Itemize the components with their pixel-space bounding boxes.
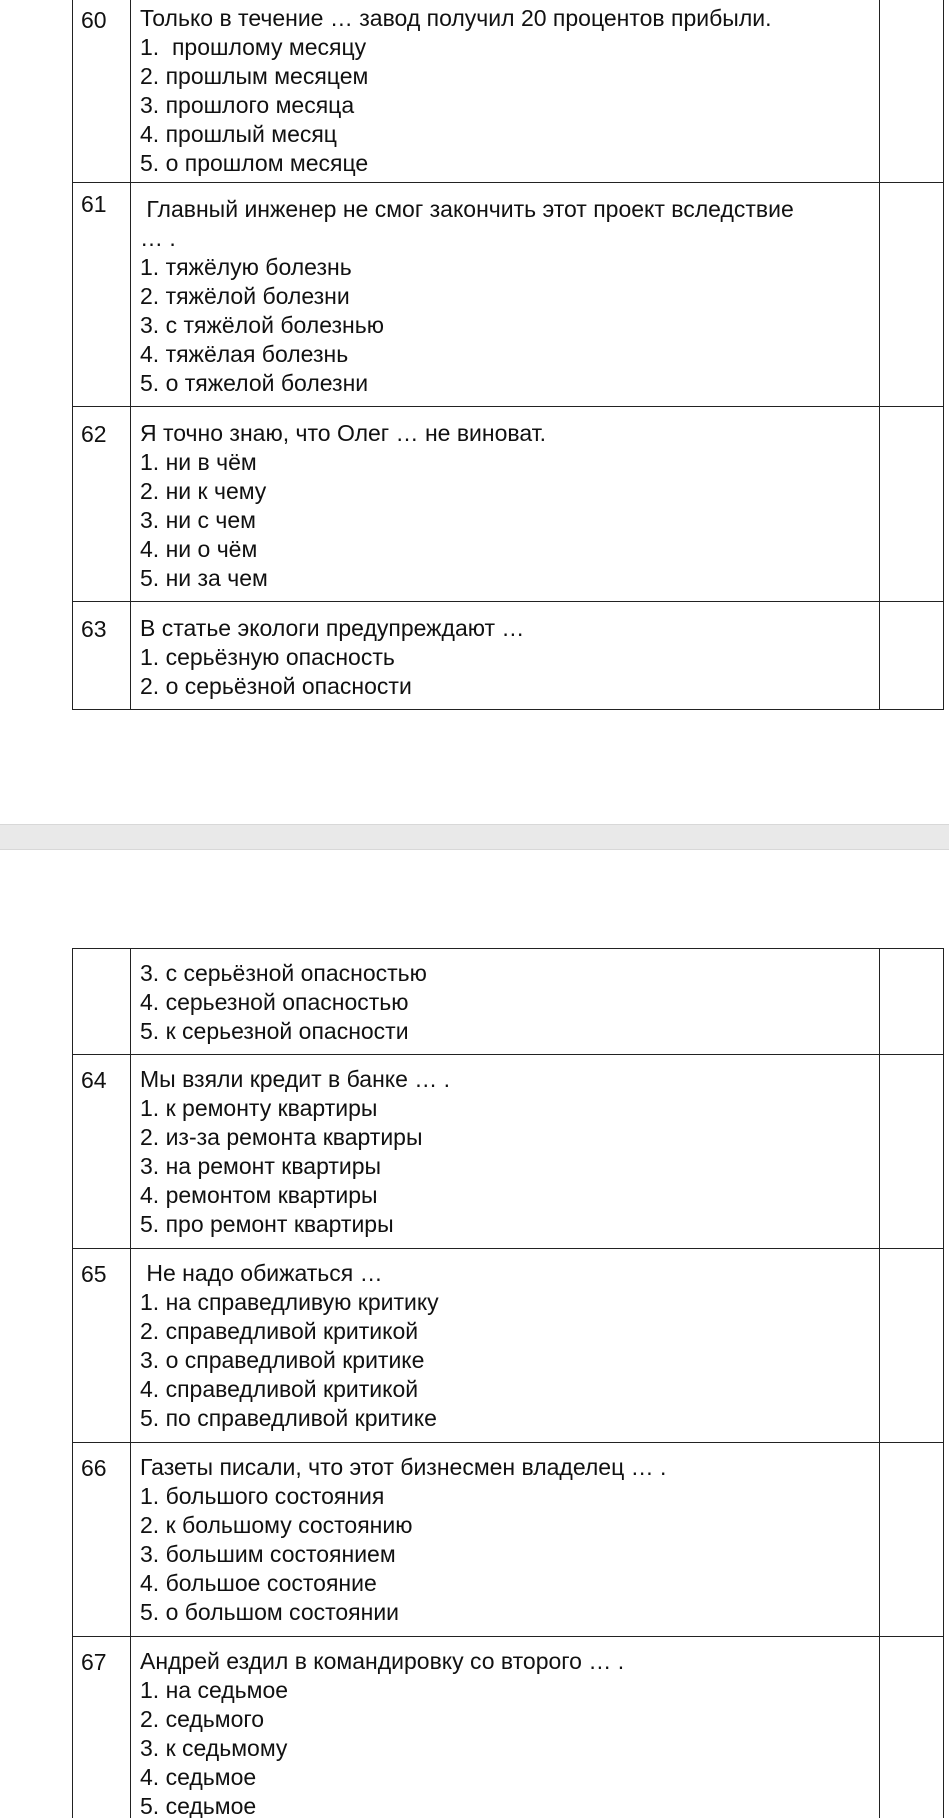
answer-option: 2. справедливой критикой — [140, 1318, 419, 1344]
answer-option: 2. ни к чему — [140, 478, 267, 504]
document-page-2 — [0, 946, 949, 1818]
answer-option: 2. прошлым месяцем — [140, 63, 369, 89]
question-number: 66 — [73, 1443, 131, 1637]
answer-option: 1. к ремонту квартиры — [140, 1095, 378, 1121]
answer-option: 4. седьмое — [140, 1764, 257, 1790]
question-row-62 — [73, 407, 944, 602]
answer-option: 2. из-за ремонта квартиры — [140, 1124, 423, 1150]
question-prompt: Газеты писали, что этот бизнесмен владелец … . — [140, 1454, 667, 1480]
question-number: 63 — [73, 602, 131, 710]
answer-cell — [880, 949, 944, 1055]
answer-option: 2. седьмого — [140, 1706, 265, 1732]
answer-cell — [880, 183, 944, 407]
question-body — [131, 949, 880, 1055]
question-prompt: Не надо обижаться … — [140, 1260, 383, 1286]
answer-option: 1. на справедливую критику — [140, 1289, 439, 1315]
question-row-66 — [73, 1443, 944, 1637]
questions-table-1 — [72, 0, 944, 710]
answer-cell — [880, 0, 944, 183]
answer-option: 5. о большом состоянии — [140, 1599, 400, 1625]
answer-option: 1. тяжёлую болезнь — [140, 254, 352, 280]
question-number-empty — [73, 949, 131, 1055]
answer-option: 5. к серьезной опасности — [140, 1018, 409, 1044]
question-row-63 — [73, 602, 944, 710]
question-prompt: Андрей ездил в командировку со второго … . — [140, 1648, 625, 1674]
page-separator — [0, 824, 949, 946]
question-row-63-continued — [73, 949, 944, 1055]
answer-option: 2. тяжёлой болезни — [140, 283, 350, 309]
answer-option: 3. к седьмому — [140, 1735, 288, 1761]
question-row-60 — [73, 0, 944, 183]
question-prompt: Главный инженер не смог закончить этот проект вследствие — [140, 196, 794, 222]
question-row-61 — [73, 183, 944, 407]
answer-cell — [880, 1249, 944, 1443]
question-row-65 — [73, 1249, 944, 1443]
document-page-1 — [0, 0, 949, 824]
answer-option: 5. о прошлом месяце — [140, 150, 369, 176]
answer-option: 3. ни с чем — [140, 507, 256, 533]
page-break-bar — [0, 824, 949, 850]
question-body — [131, 602, 880, 710]
answer-option: 1. большого состояния — [140, 1483, 385, 1509]
answer-option: 5. о тяжелой болезни — [140, 370, 369, 396]
answer-option: 1. на седьмое — [140, 1677, 289, 1703]
answer-option: 3. прошлого месяца — [140, 92, 355, 118]
question-body — [131, 407, 880, 602]
question-body — [131, 1249, 880, 1443]
answer-option: 1. серьёзную опасность — [140, 644, 395, 670]
answer-option: 3. с тяжёлой болезнью — [140, 312, 384, 338]
question-number: 61 — [73, 183, 131, 407]
answer-option: 4. справедливой критикой — [140, 1376, 419, 1402]
answer-option: 3. с серьёзной опасностью — [140, 960, 427, 986]
question-prompt: Я точно знаю, что Олег … не виноват. — [140, 420, 547, 446]
answer-option: 3. большим состоянием — [140, 1541, 396, 1567]
question-prompt: Мы взяли кредит в банке … . — [140, 1066, 451, 1092]
answer-option: 1. прошлому месяцу — [140, 34, 367, 60]
question-number: 64 — [73, 1055, 131, 1249]
question-body — [131, 1443, 880, 1637]
question-prompt-continued: … . — [140, 225, 176, 251]
answer-option: 5. ни за чем — [140, 565, 268, 591]
question-body — [131, 1637, 880, 1818]
answer-cell — [880, 1443, 944, 1637]
answer-option: 4. тяжёлая болезнь — [140, 341, 349, 367]
question-number: 67 — [73, 1637, 131, 1818]
questions-table-2 — [72, 948, 944, 1818]
answer-option: 5. седьмое — [140, 1793, 257, 1818]
question-body — [131, 1055, 880, 1249]
answer-option: 3. о справедливой критике — [140, 1347, 425, 1373]
answer-option: 3. на ремонт квартиры — [140, 1153, 382, 1179]
question-row-64 — [73, 1055, 944, 1249]
question-prompt: Только в течение … завод получил 20 процентов прибыли. — [140, 5, 772, 31]
answer-option: 4. серьезной опасностью — [140, 989, 409, 1015]
answer-option: 2. о серьёзной опасности — [140, 673, 412, 699]
question-number: 65 — [73, 1249, 131, 1443]
question-number: 60 — [73, 0, 131, 183]
answer-option: 4. прошлый месяц — [140, 121, 337, 147]
answer-cell — [880, 1637, 944, 1818]
answer-cell — [880, 1055, 944, 1249]
answer-option: 2. к большому состоянию — [140, 1512, 413, 1538]
answer-option: 5. по справедливой критике — [140, 1405, 437, 1431]
question-number: 62 — [73, 407, 131, 602]
answer-option: 5. про ремонт квартиры — [140, 1211, 394, 1237]
question-row-67 — [73, 1637, 944, 1818]
answer-option: 4. ремонтом квартиры — [140, 1182, 378, 1208]
question-body — [131, 0, 880, 183]
answer-cell — [880, 602, 944, 710]
answer-option: 1. ни в чём — [140, 449, 257, 475]
answer-option: 4. большое состояние — [140, 1570, 377, 1596]
question-body — [131, 183, 880, 407]
question-prompt: В статье экологи предупреждают … — [140, 615, 525, 641]
answer-cell — [880, 407, 944, 602]
answer-option: 4. ни о чём — [140, 536, 258, 562]
